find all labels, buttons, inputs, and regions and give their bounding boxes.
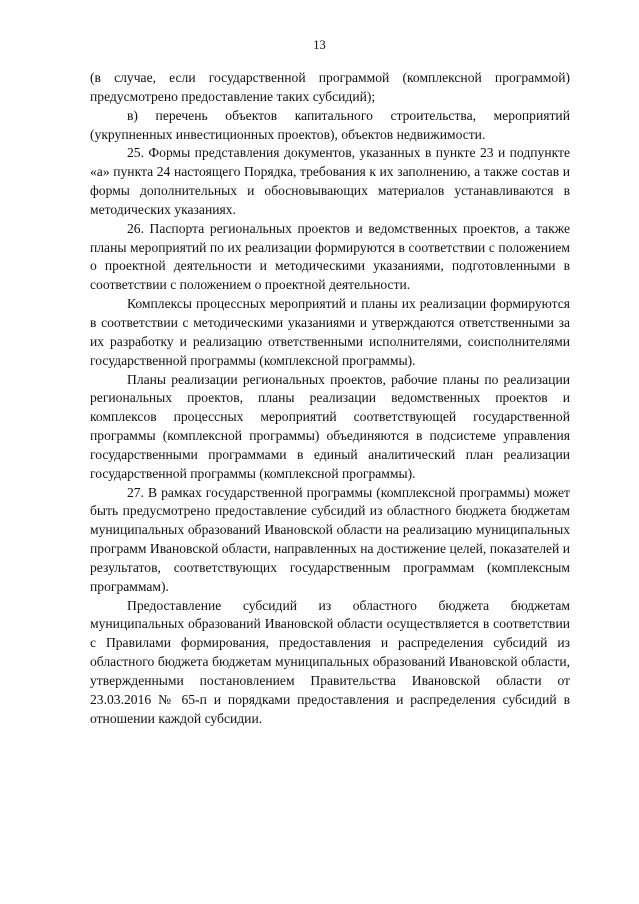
paragraph-clause-26: 26. Паспорта региональных проектов и ведомственных проектов, а также планы мероприятий по их реализации формируются в соответствии с положением о проектной деятельности и методическими указаниями, подготовленными в соответствии с положением о проектной деятельности. [90,220,570,293]
paragraph-implementation-plans: Планы реализации региональных проектов, рабочие планы по реализации региональных проектов, планы реализации ведомственных проектов и комплексов процессных мероприятий соответствующей государственной программы (комплексной программы) объединяются в подсистеме управления государственными программами в единый аналитический план реализации государственной программы (комплексной программы). [90,371,570,481]
paragraph-clause-27: 27. В рамках государственной программы (комплексной программы) может быть предусмотрено предоставление субсидий из областного бюджета бюджетам муниципальных образований Ивановской области на реализацию муниципальных программ Ивановской области, направленных на достижение целей, показателей и результатов, соответствующих государственным программам (комплексным программам). [90,484,570,594]
page-number: 13 [313,38,326,52]
paragraph-process-complexes: Комплексы процессных мероприятий и планы их реализации формируются в соответствии с методическими указаниями и утверждаются ответственными за их разработку и реализацию ответственными исполнителями, соисполнителями государственной программы (комплексной программы). [90,296,570,368]
document-body [90,69,570,729]
paragraph-subsidy-provision: Предоставление субсидий из областного бюджета бюджетам муниципальных образований Ивановской области осуществляется в соответствии с Правилами формирования, предоставления и распределения субсидий из областного бюджета бюджетам муниципальных образований Ивановской области, утвержденными постановлением Правительства Ивановской области от 23.03.2016 № 65-п и порядками предоставления и распределения субсидий в отношении каждой субсидии. [90,597,570,726]
paragraph-continuation: (в случае, если государственной программой (комплексной программой) предусмотрено предоставление таких субсидий); [90,70,570,104]
paragraph-clause-25: 25. Формы представления документов, указанных в пункте 23 и подпункте «а» пункта 24 настоящего Порядка, требования к их заполнению, а также состав и формы дополнительных и обосновывающих материалов устанавливаются в методических указаниях. [90,145,570,217]
paragraph-item-v: в) перечень объектов капитального строительства, мероприятий (укрупненных инвестиционных проектов), объектов недвижимости. [90,107,570,142]
